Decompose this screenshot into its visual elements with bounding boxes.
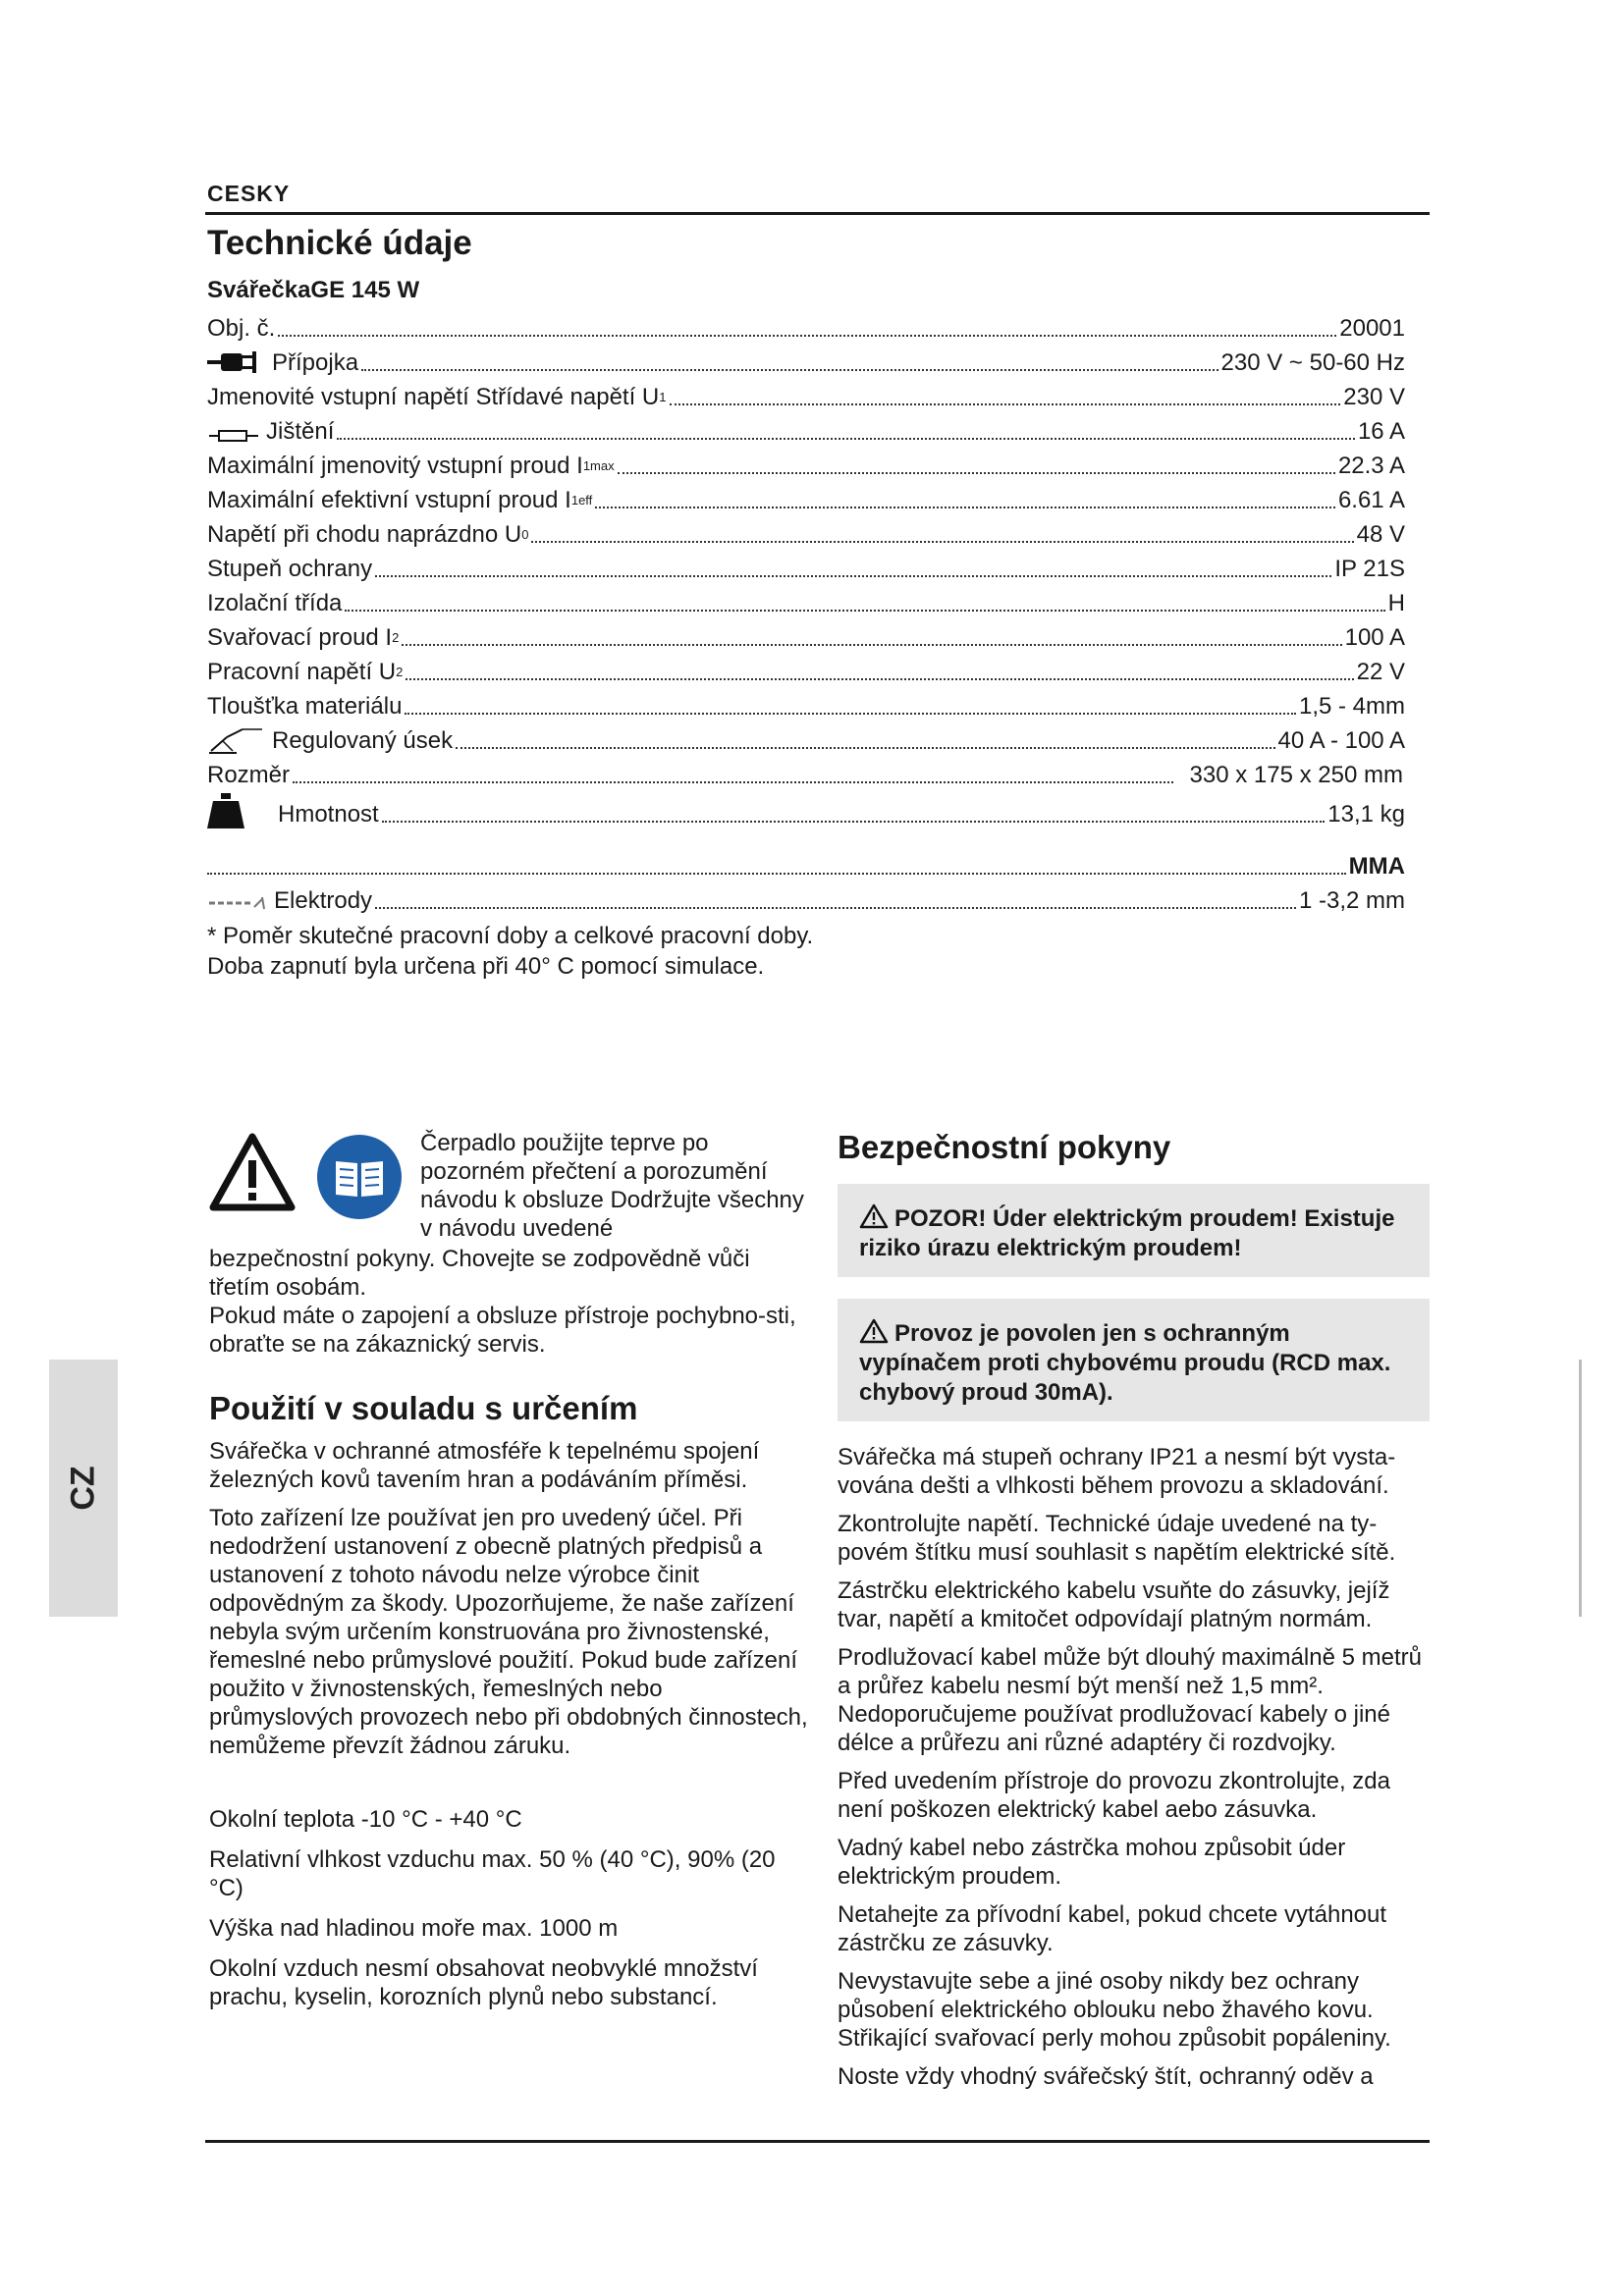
paragraph: Zástrčku elektrického kabelu vsuňte do zásuvky, jejíž tvar, napětí a kmitočet odpovídají platným normám.: [838, 1577, 1390, 1632]
paragraph: Prodlužovací kabel může být dlouhý maximálně 5 metrů a průřez kabelu nesmí být menší než 1,5 mm². Nedoporučujeme používat prodlužovací kabely o jiné délce a průřezu ani různé adaptéry či rozdvojky.: [838, 1644, 1422, 1756]
spec-label: Maximální jmenovitý vstupní proud I: [207, 453, 583, 479]
spec-value: 6.61 A: [1337, 487, 1405, 513]
spec-value: 100 A: [1344, 624, 1405, 651]
spec-row: [207, 549, 1405, 583]
spec-value: 22 V: [1356, 659, 1405, 685]
spec-label: Rozměr: [207, 762, 291, 788]
spec-row: [207, 446, 1405, 480]
spec-row: [207, 617, 1405, 652]
spec-value: 48 V: [1356, 521, 1405, 548]
language-code: CZ: [64, 1466, 102, 1511]
spec-row: [207, 308, 1405, 343]
page-title: Technické údaje: [207, 224, 472, 262]
spec-value: 13,1 kg: [1327, 801, 1405, 828]
footnote-line: * Poměr skutečné pracovní doby a celkové pracovní doby.: [207, 923, 814, 949]
spec-value: 1,5 - 4mm: [1298, 693, 1405, 720]
spec-value: 20001: [1339, 315, 1405, 342]
spec-row: [207, 480, 1405, 514]
spec-subscript: 2: [392, 630, 400, 645]
left-column: [209, 1129, 808, 2023]
spec-row: [207, 721, 1405, 755]
leader-dots: [375, 907, 1296, 909]
leader-dots: [531, 541, 1353, 543]
warning-box-electric-shock: [838, 1184, 1430, 1277]
spec-label: Napětí při chodu naprázdno U: [207, 521, 522, 548]
paragraph: Netahejte za přívodní kabel, pokud chcete vytáhnout zástrčku ze zásuvky.: [838, 1901, 1387, 1956]
spec-label: Pracovní napětí U: [207, 659, 397, 685]
footnote: [207, 921, 813, 982]
spec-label: Svařovací proud I: [207, 624, 393, 651]
leader-dots: [293, 781, 1173, 783]
env-item: Okolní teplota -10 °C - +40 °C: [209, 1806, 522, 1833]
spec-subscript: 1eff: [570, 493, 593, 507]
leader-dots: [361, 369, 1218, 371]
spec-row: [207, 377, 1405, 411]
leader-dots: [345, 610, 1384, 612]
paragraph: Toto zařízení lze používat jen pro uvedený účel. Při nedodržení ustanovení z obecně platných předpisů a ustanovení z tohoto návodu nelze výrobce činit odpovědným za škody. Upozorňujeme, že naše zařízení nebyla svým určením konstruována pro živnostenské, řemeslné nebo průmyslové použití. Pokud bude zařízení použito v živnostenských, řemeslných nebo průmyslových provozech nebo při obdobných činnostech, nemůžeme převzít žádnou záruku.: [209, 1505, 808, 1759]
mma-label: MMA: [1348, 853, 1405, 880]
intro-text: Čerpadlo použijte teprve po pozorném přečtení a porozumění návodu k obsluze Dodržujte všechny v návodu uvedené: [420, 1130, 804, 1242]
leader-dots: [375, 575, 1331, 577]
spec-label: Tloušťka materiálu: [207, 693, 403, 720]
spec-subscript: 0: [521, 527, 529, 542]
electrode-icon: [207, 885, 268, 915]
intro-continued: bezpečnostní pokyny. Chovejte se zodpovědně vůči třetím osobám.: [209, 1246, 750, 1301]
env-item: Výška nad hladinou moře max. 1000 m: [209, 1915, 619, 1942]
paragraph: Zkontrolujte napětí. Technické údaje uvedené na ty-povém štítku musí souhlasit s napětím elektrické sítě.: [838, 1511, 1396, 1566]
leader-dots: [670, 403, 1341, 405]
spec-row: [207, 789, 1405, 828]
mma-row: [207, 846, 1405, 881]
spec-row: [207, 755, 1405, 789]
paragraph: Nevystavujte sebe a jiné osoby nikdy bez ochrany působení elektrického oblouku nebo žhavého kovu. Střikající svařovací perly mohou způsobit popáleniny.: [838, 1968, 1391, 2052]
warning-text: POZOR! Úder elektrickým proudem! Existuje riziko úrazu elektrickým proudem!: [859, 1205, 1395, 1261]
page-edge-marker: [1579, 1360, 1582, 1617]
spec-row: [207, 514, 1405, 549]
intro-block: [209, 1129, 808, 1364]
leader-dots: [207, 873, 1346, 875]
product-title: SvářečkaGE 145 W: [207, 277, 420, 303]
spec-row: [207, 343, 1405, 377]
spec-label: Hmotnost: [278, 801, 379, 828]
weight-icon: [207, 793, 272, 828]
environment-conditions: [209, 1805, 808, 2011]
env-item: Relativní vlhkost vzduchu max. 50 % (40 °C), 90% (20 °C): [209, 1846, 776, 1901]
spec-value: 330 x 175 x 250 mm: [1189, 762, 1403, 788]
leader-dots: [402, 644, 1341, 646]
leader-dots: [595, 507, 1335, 508]
paragraph: Vadný kabel nebo zástrčka mohou způsobit úder elektrickým proudem.: [838, 1835, 1346, 1890]
spec-row: [207, 686, 1405, 721]
spec-value: 40 A - 100 A: [1277, 727, 1405, 754]
spec-row: [207, 881, 1405, 915]
spec-label: Regulovaný úsek: [272, 727, 454, 754]
spec-label: Stupeň ochrany: [207, 556, 373, 582]
section-heading-intended-use: Použití v souladu s určením: [209, 1390, 638, 1426]
welding-torch-icon: [207, 725, 266, 755]
warning-triangle-icon: [859, 1203, 889, 1229]
paragraph: Svářečka v ochranné atmosféře k tepelnému spojení železných kovů tavením hran a podáváním příměsi.: [209, 1438, 760, 1493]
spec-label: Izolační třída: [207, 590, 343, 616]
leader-dots: [618, 472, 1335, 474]
spec-row: [207, 652, 1405, 686]
read-manual-icon: [316, 1134, 403, 1220]
footnote-line: Doba zapnutí byla určena při 40° C pomocí simulace.: [207, 953, 765, 980]
spec-row: [207, 411, 1405, 446]
language-label: CESKY: [207, 181, 291, 206]
spec-subscript: 1max: [582, 458, 615, 473]
leader-dots: [406, 678, 1353, 680]
warning-text: Provoz je povolen jen s ochranným vypínačem proti chybovému proudu (RCD max. chybový proud 30mA).: [859, 1320, 1391, 1406]
spec-label: Elektrody: [274, 887, 373, 914]
spec-value: 1 -3,2 mm: [1298, 887, 1405, 914]
spec-value: 230 V: [1343, 384, 1405, 410]
paragraph: Noste vždy vhodný svářečský štít, ochranný oděv a: [838, 2063, 1374, 2090]
env-item: Okolní vzduch nesmí obsahovat neobvyklé množství prachu, kyselin, korozních plynů nebo substancí.: [209, 1955, 758, 2010]
right-column: [838, 1129, 1430, 2101]
warning-triangle-icon: [859, 1318, 889, 1344]
plug-icon: [207, 347, 266, 377]
spec-label: Obj. č.: [207, 315, 276, 342]
paragraph: Před uvedením přístroje do provozu zkontrolujte, zda není poškozen elektrický kabel aebo zásuvka.: [838, 1768, 1390, 1823]
leader-dots: [456, 747, 1274, 749]
spec-label: Jmenovité vstupní napětí Střídavé napětí U: [207, 384, 660, 410]
spec-label: Jištění: [266, 418, 335, 445]
spec-value: IP 21S: [1334, 556, 1405, 582]
service-note: Pokud máte o zapojení a obsluze přístroje pochybno-sti, obraťte se na zákaznický servis.: [209, 1303, 796, 1358]
language-side-tab: [49, 1360, 118, 1617]
spec-label: Přípojka: [272, 349, 359, 376]
spec-label: Maximální efektivní vstupní proud I: [207, 487, 571, 513]
leader-dots: [337, 438, 1355, 440]
spec-value: H: [1387, 590, 1405, 616]
footer-rule: [205, 2140, 1430, 2143]
paragraph: Svářečka má stupeň ochrany IP21 a nesmí být vysta-vována dešti a vlhkosti během provozu a skladování.: [838, 1444, 1396, 1499]
leader-dots: [382, 821, 1326, 823]
spec-subscript: 1: [659, 390, 667, 404]
spec-value: 22.3 A: [1337, 453, 1405, 479]
warning-triangle-icon: [209, 1133, 296, 1211]
section-heading-safety: Bezpečnostní pokyny: [838, 1129, 1171, 1165]
spec-value: 230 V ~ 50-60 Hz: [1220, 349, 1405, 376]
leader-dots: [278, 335, 1336, 337]
warning-box-rcd: [838, 1299, 1430, 1421]
spec-table: [207, 308, 1405, 915]
header-rule: [205, 212, 1430, 215]
spec-subscript: 2: [396, 665, 404, 679]
spec-row: [207, 583, 1405, 617]
spec-value: 16 A: [1357, 418, 1405, 445]
fuse-icon: [207, 416, 260, 446]
leader-dots: [405, 713, 1296, 715]
